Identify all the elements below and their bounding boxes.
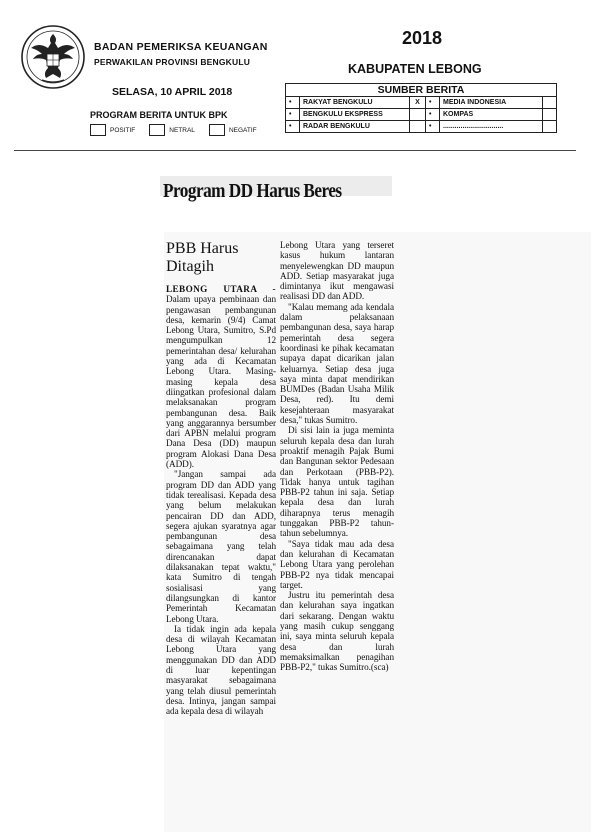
org-line-1: BADAN PEMERIKSA KEUANGAN: [94, 41, 268, 53]
column-2-text: [280, 240, 394, 672]
year-label: 2018: [402, 28, 443, 48]
paragraph: Ia tidak ingin ada kepala desa di wilayah Kecamatan Lebong Utara yang menggunakan DD dan ADD di luar kepentingan masyarakat sebagaimana yang telah diusul pemerintah desa. Intinya, jangan sampai ada kepala desa di wilayah: [166, 623, 276, 717]
source-mark: X: [410, 97, 426, 109]
article-subheadline: PBB Harus Ditagih: [166, 240, 239, 275]
source-row: [286, 109, 557, 121]
paragraph: Di sisi lain ia juga meminta seluruh kepala desa dan lurah proaktif menagih Pajak Bumi dan Bangunan sektor Pedesaan dan Perkotaan (PBB-P2). Tidak hanya untuk tagihan PBB-P2 tahun ini saja. Setiap kepala desa dan lurah diharapnya terus menagih tunggakan PBB-P2 tahun-tahun sebelumnya.: [280, 425, 394, 539]
source-mark: [410, 109, 426, 121]
org-line-2: PERWAKILAN PROVINSI BENGKULU: [94, 57, 251, 67]
source-table-title: SUMBER BERITA: [286, 84, 557, 97]
source-mark: [410, 121, 426, 133]
publication-date: SELASA, 10 APRIL 2018: [112, 86, 233, 98]
paragraph: [166, 284, 276, 469]
source-row: [286, 97, 557, 109]
header-divider: [14, 150, 576, 151]
bullet: •: [426, 109, 440, 121]
paragraph: "Saya tidak mau ada desa dan kelurahan di Kecamatan Lebong Utara yang perolehan PBB-P2 nya tidak mencapai target.: [280, 538, 394, 590]
bullet: •: [426, 121, 440, 133]
source-name: ...............................: [440, 121, 543, 133]
article-headline: Program DD Harus Beres: [163, 180, 342, 202]
dateline: LEBONG UTARA -: [166, 284, 276, 294]
program-label: PROGRAM BERITA UNTUK BPK: [90, 110, 228, 120]
bullet: •: [426, 97, 440, 109]
negative-checkbox[interactable]: [209, 124, 225, 136]
bullet: •: [286, 109, 300, 121]
source-name: KOMPAS: [440, 109, 543, 121]
source-mark: [543, 97, 557, 109]
positive-label: POSITIF: [110, 126, 136, 134]
bullet: •: [286, 97, 300, 109]
source-name: RAKYAT BENGKULU: [300, 97, 410, 109]
source-name: BENGKULU EKSPRESS: [300, 109, 410, 121]
garuda-emblem-icon: [20, 24, 86, 90]
article-column-1: [166, 240, 276, 716]
paragraph: "Jangan sampai ada program DD dan ADD yang tidak terealisasi. Kepada desa yang belum melakukan pencairan DD dan ADD, segera ajukan syaratnya agar pembangunan desa sebagaimana yang telah direncanakan dapat dilaksanakan tepat waktu," kata Sumitro di tengah sosialisasi yang dilangsungkan di kantor Pemerintah Kecamatan Lebong Utara.: [166, 469, 276, 624]
negative-label: NEGATIF: [228, 126, 257, 134]
organization-name: [94, 41, 268, 67]
source-row: [286, 121, 557, 133]
source-mark: [543, 109, 557, 121]
paragraph: "Kalau memang ada kendala dalam pelaksanaan pembangunan desa, saya harap pemerintah desa segera koordinasi ke pihak kecamatan supaya dapat dicarikan jalan keluarnya. Setiap desa juga saya minta dapat mendirikan BUMDes (Badan Usaha Milik Desa, red). Itu demi kesejahteraan masyarakat desa," tukas Sumitro.: [280, 301, 394, 426]
positive-checkbox[interactable]: [90, 124, 106, 136]
paragraph: Lebong Utara yang terseret kasus hukum lantaran menyelewengkan DD maupun ADD. Setiap masyarakat juga dimintanya ikut mengawasi realisasi DD dan ADD.: [280, 240, 394, 302]
source-mark: [543, 121, 557, 133]
source-name: RADAR BENGKULU: [300, 121, 410, 133]
neutral-checkbox[interactable]: [149, 124, 165, 136]
news-source-table: [285, 83, 557, 133]
sentiment-checkboxes: [90, 124, 271, 136]
bullet: •: [286, 121, 300, 133]
article-column-2: [280, 240, 394, 672]
column-1-text: [166, 284, 276, 716]
paragraph: Justru itu pemerintah desa dan kelurahan saya ingatkan dari sekarang. Dengan waktu yang masih cukup senggang ini, saya minta seluruh kepala desa dan lurah memaksimalkan penagihan PBB-P2," tukas Sumitro.(sca): [280, 590, 394, 673]
source-name: MEDIA INDONESIA: [440, 97, 543, 109]
neutral-label: NETRAL: [169, 126, 195, 134]
paragraph-text: Dalam upaya pembinaan dan pengawasan pembangunan desa, kemarin (9/4) Camat Lebong Utara, Sumitro, S.Pd mengumpulkan 12 pemerintahan desa/ kelurahan yang ada di Kecamatan Lebong Utara. Masing-masing kepala desa diingatkan profesional dalam melaksanakan program pembangunan desa. Baik yang anggarannya bersumber dari APBN melalui program Dana Desa (DD) maupun program Alokasi Dana Desa (ADD).: [166, 294, 276, 470]
region-label: KABUPATEN LEBONG: [348, 62, 482, 76]
